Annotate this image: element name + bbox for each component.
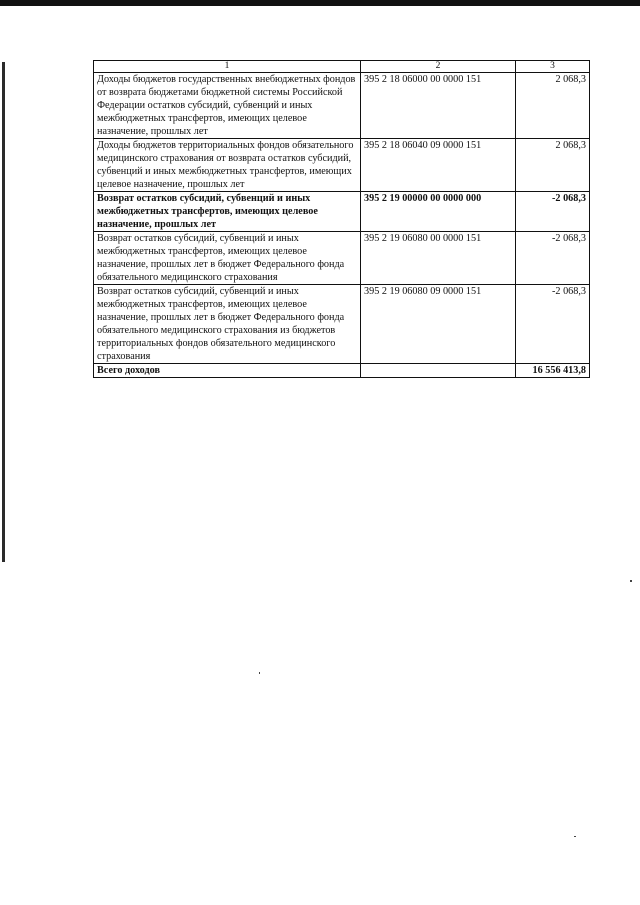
row-amount: -2 068,3 (516, 285, 590, 364)
scan-speck (574, 836, 576, 837)
row-code: 395 2 19 00000 00 0000 000 (361, 192, 516, 232)
table-row (94, 285, 590, 364)
row-name: Возврат остатков субсидий, субвенций и иных межбюджетных трансфертов, имеющих целевое назначение, прошлых лет в бюджет Федерального фонда обязательного медицинского страхования из бюджетов территориальных фондов обязательного медицинского страхования (94, 285, 361, 364)
scan-top-border (0, 0, 640, 6)
scan-left-edge-mark (2, 62, 5, 562)
scan-speck (259, 672, 260, 674)
revenue-table (93, 60, 590, 378)
row-code: 395 2 18 06000 00 0000 151 (361, 73, 516, 139)
row-name: Возврат остатков субсидий, субвенций и иных межбюджетных трансфертов, имеющих целевое назначение, прошлых лет в бюджет Федерального фонда обязательного медицинского страхования (94, 232, 361, 285)
revenue-table-body (94, 61, 590, 378)
row-amount: -2 068,3 (516, 232, 590, 285)
row-code: 395 2 19 06080 09 0000 151 (361, 285, 516, 364)
total-row (94, 364, 590, 378)
table-row (94, 232, 590, 285)
table-row (94, 139, 590, 192)
row-amount: -2 068,3 (516, 192, 590, 232)
total-amount: 16 556 413,8 (516, 364, 590, 378)
table-row-subtotal (94, 192, 590, 232)
row-name: Доходы бюджетов территориальных фондов обязательного медицинского страхования от возврата остатков субсидий, субвенций и иных межбюджетных трансфертов, имеющих целевое назначение, прошлых лет (94, 139, 361, 192)
row-code: 395 2 18 06040 09 0000 151 (361, 139, 516, 192)
scan-speck (630, 580, 632, 582)
column-number-2: 2 (361, 61, 516, 73)
row-code: 395 2 19 06080 00 0000 151 (361, 232, 516, 285)
total-label: Всего доходов (94, 364, 361, 378)
row-name: Доходы бюджетов государственных внебюджетных фондов от возврата бюджетами бюджетной системы Российской Федерации остатков субсидий, субвенций и иных межбюджетных трансфертов, имеющих целевое назначение, прошлых лет (94, 73, 361, 139)
total-code (361, 364, 516, 378)
column-number-row (94, 61, 590, 73)
row-amount: 2 068,3 (516, 139, 590, 192)
row-amount: 2 068,3 (516, 73, 590, 139)
row-name: Возврат остатков субсидий, субвенций и иных межбюджетных трансфертов, имеющих целевое назначение, прошлых лет (94, 192, 361, 232)
column-number-1: 1 (94, 61, 361, 73)
column-number-3: 3 (516, 61, 590, 73)
table-row (94, 73, 590, 139)
